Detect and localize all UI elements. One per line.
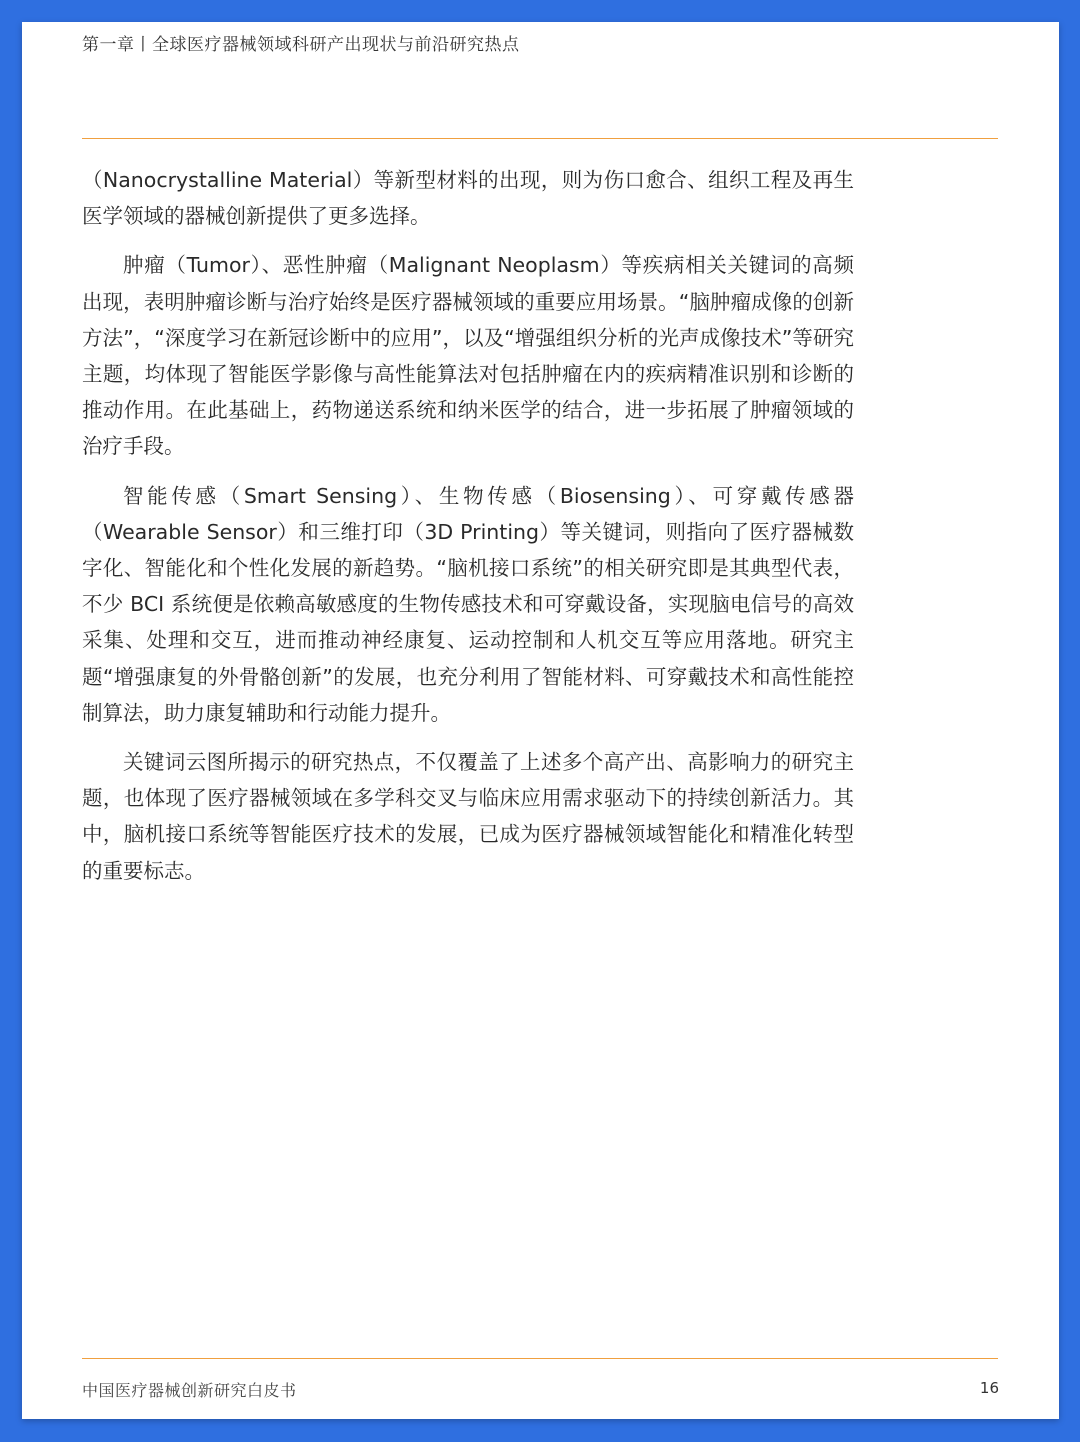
footer-book-title: 中国医疗器械创新研究白皮书 xyxy=(82,1381,297,1400)
footer-divider xyxy=(82,1358,998,1359)
paragraph: 智能传感（Smart Sensing）、生物传感（Biosensing）、可穿戴传感器（Wearable Sensor）和三维打印（3D Printing）等关键词，则指向了医疗器械数字化、智能化和个性化发展的新趋势。“脑机接口系统”的相关研究即是其典型代表，不少 BCI 系统便是依赖高敏感度的生物传感技术和可穿戴设备，实现脑电信号的高效采集、处理和交互，进而推动神经康复、运动控制和人机交互等应用落地。研究主题“增强康复的外骨骼创新”的发展，也充分利用了智能材料、可穿戴技术和高性能控制算法，助力康复辅助和行动能力提升。 xyxy=(82,483,854,725)
paragraph: 关键词云图所揭示的研究热点，不仅覆盖了上述多个高产出、高影响力的研究主题，也体现了医疗器械领域在多学科交叉与临床应用需求驱动下的持续创新活力。其中，脑机接口系统等智能医疗技术的发展，已成为医疗器械领域智能化和精准化转型的重要标志。 xyxy=(82,750,854,883)
document-page xyxy=(22,22,1059,1419)
header-divider xyxy=(82,138,998,139)
chapter-running-head: 第一章丨全球医疗器械领域科研产出现状与前沿研究热点 xyxy=(82,35,520,55)
body-text xyxy=(82,162,854,902)
paragraph: （Nanocrystalline Material）等新型材料的出现，则为伤口愈合、组织工程及再生医学领域的器械创新提供了更多选择。 xyxy=(82,168,854,229)
paragraph: 肿瘤（Tumor）、恶性肿瘤（Malignant Neoplasm）等疾病相关关键词的高频出现，表明肿瘤诊断与治疗始终是医疗器械领域的重要应用场景。“脑肿瘤成像的创新方法”，“深度学习在新冠诊断中的应用”，以及“增强组织分析的光声成像技术”等研究主题，均体现了智能医学影像与高性能算法对包括肿瘤在内的疾病精准识别和诊断的推动作用。在此基础上，药物递送系统和纳米医学的结合，进一步拓展了肿瘤领域的治疗手段。 xyxy=(82,253,854,459)
page-number: 16 xyxy=(979,1379,999,1397)
